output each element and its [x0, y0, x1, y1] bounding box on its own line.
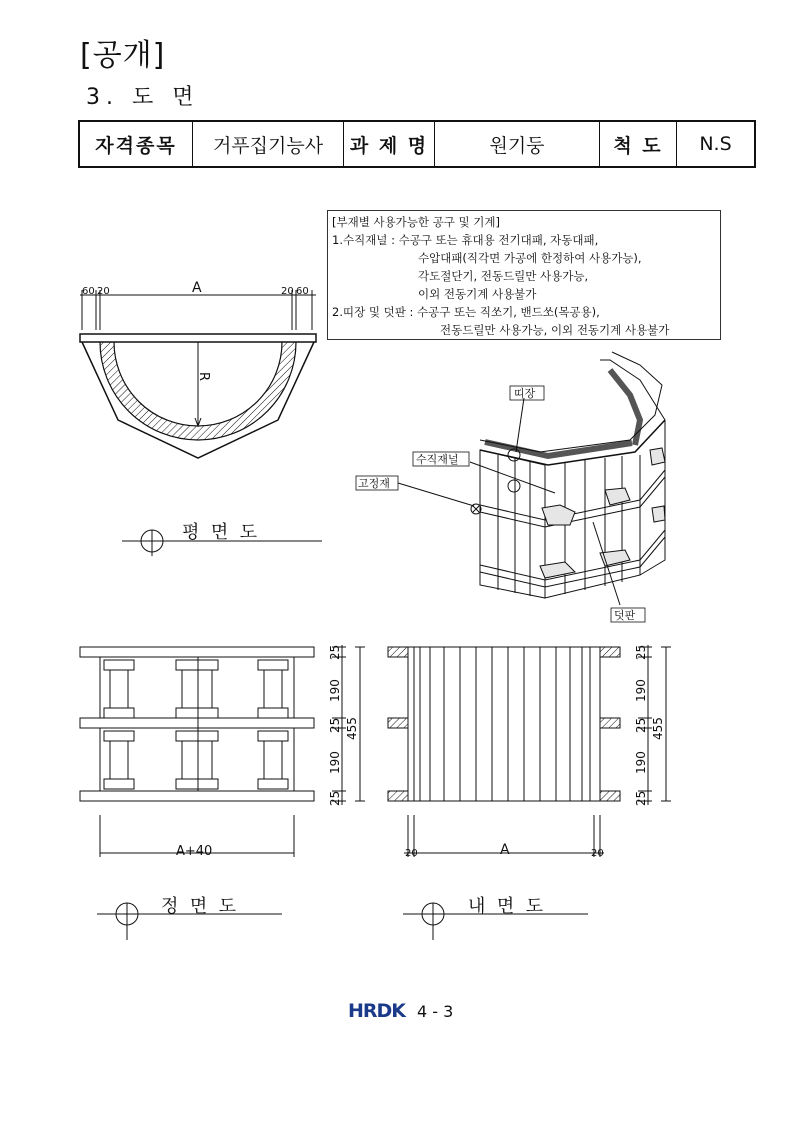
section-heading: 3. 도 면	[86, 85, 200, 110]
inner-dim-right: 20	[591, 848, 604, 859]
front-dim-width: A+40	[176, 844, 213, 859]
task-label: 과 제 명	[344, 121, 435, 167]
front-dim-total: 455	[345, 717, 359, 740]
plan-dim-a: A	[192, 280, 202, 296]
plan-view	[80, 280, 322, 556]
plan-radius-label: R	[196, 372, 211, 382]
front-caption: 정 면 도	[161, 896, 237, 917]
iso-label-plate: 덧판	[614, 609, 636, 622]
front-dim-190a: 190	[328, 679, 342, 702]
front-dim-25b: 25	[328, 717, 342, 733]
isometric-view	[356, 352, 665, 622]
inner-dim-190b: 190	[634, 751, 648, 774]
plan-dim-left2: 20	[97, 286, 110, 297]
page-title: [공개]	[80, 38, 166, 73]
notes-title: [부재별 사용가능한 공구 및 기계]	[332, 215, 501, 229]
plan-caption: 평 면 도	[182, 522, 258, 543]
inner-dim-190a: 190	[634, 679, 648, 702]
notes-line: 전동드릴만 사용가능, 이외 전동기계 사용불가	[440, 323, 670, 337]
inner-caption: 내 면 도	[468, 896, 544, 917]
front-view	[80, 645, 365, 940]
notes-line: 수압대패(직각면 가공에 한정하여 사용가능),	[418, 251, 642, 265]
notes-line: 1.수직재널 : 수공구 또는 휴대용 전기대패, 자동대패,	[332, 233, 599, 247]
inner-dim-25c: 25	[634, 790, 648, 806]
front-dim-25c: 25	[328, 790, 342, 806]
front-dim-190b: 190	[328, 751, 342, 774]
plan-dim-left: 60	[82, 286, 95, 297]
iso-label-ttijang: 띠장	[514, 387, 536, 400]
inner-dim-width: A	[500, 842, 510, 858]
inner-dim-25b: 25	[634, 717, 648, 733]
inner-view	[388, 645, 671, 940]
category-value: 거푸집기능사	[193, 121, 344, 167]
plan-dim-right: 20	[281, 286, 294, 297]
scale-label: 척 도	[600, 121, 677, 167]
iso-label-fixer: 고정재	[358, 477, 390, 490]
notes-line: 2.띠장 및 덧판 : 수공구 또는 직쏘기, 밴드쏘(목공용),	[332, 305, 600, 319]
task-value: 원기둥	[435, 121, 600, 167]
category-label: 자격종목	[79, 121, 193, 167]
footer	[348, 1000, 453, 1022]
plan-dim-right2: 60	[296, 286, 309, 297]
page-number: 4 - 3	[417, 1001, 454, 1021]
iso-label-vertical: 수직재널	[416, 453, 459, 466]
inner-dim-left: 20	[405, 848, 418, 859]
scale-value: N.S	[677, 121, 756, 167]
front-dim-25a: 25	[328, 644, 342, 660]
notes-line: 이외 전동기계 사용불가	[418, 287, 537, 301]
inner-dim-25a: 25	[634, 644, 648, 660]
hrdk-logo: HRDK	[348, 1000, 406, 1022]
notes-line: 각도절단기, 전동드릴만 사용가능,	[418, 269, 589, 283]
inner-dim-total: 455	[651, 717, 665, 740]
